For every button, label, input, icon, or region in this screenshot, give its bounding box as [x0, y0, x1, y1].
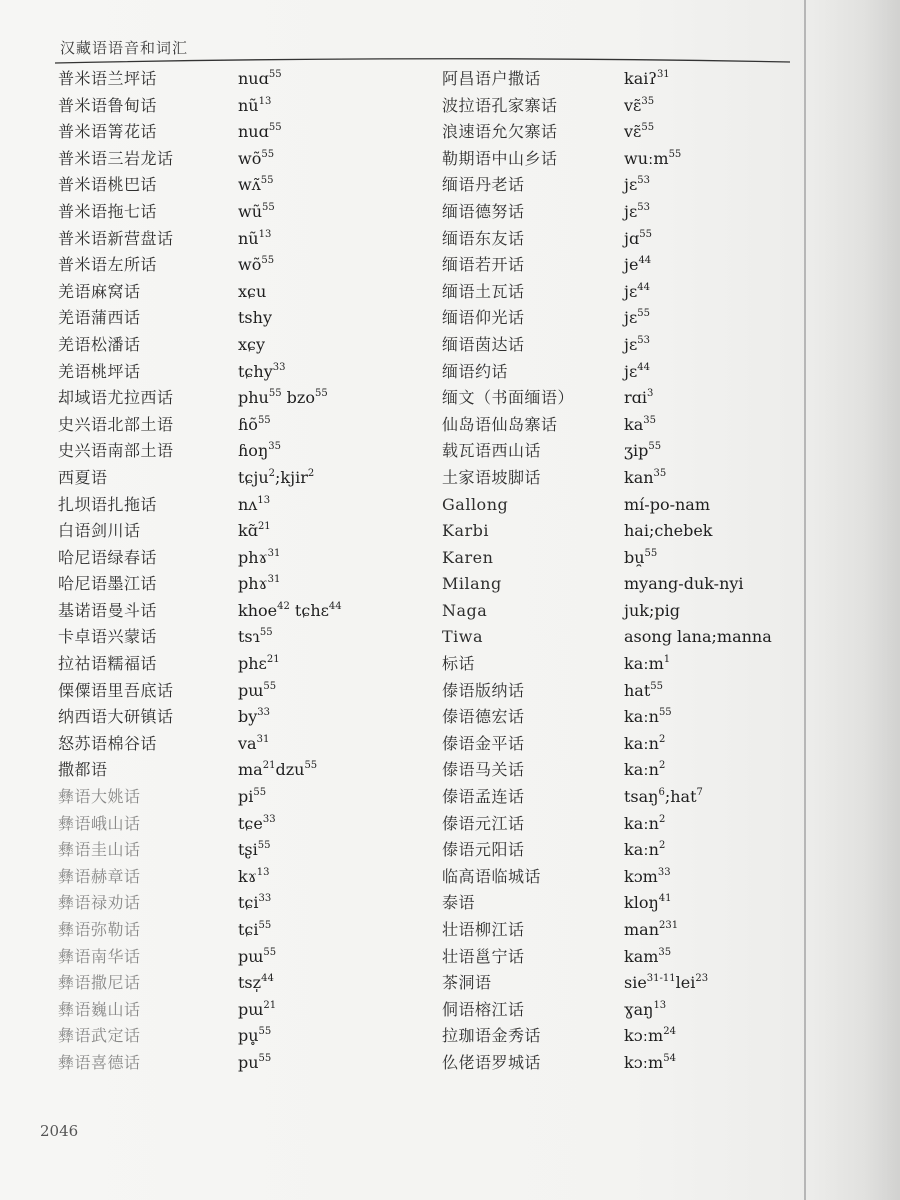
language-name: 仫佬语罗城话	[442, 1052, 542, 1072]
language-name: 缅语若开话	[442, 255, 525, 275]
language-name: 纳西语大研镇话	[58, 707, 174, 727]
language-name: Milang	[442, 574, 502, 594]
language-name: 勒期语中山乡话	[442, 148, 558, 168]
language-name: 载瓦语西山话	[442, 441, 542, 461]
word-form: kɔːm$^{54}$	[624, 1052, 676, 1072]
word-form: xɕu	[238, 281, 267, 301]
word-form: bu̯$^{55}$	[624, 547, 658, 567]
language-name: 临高语临城话	[442, 866, 542, 886]
word-form: kaːn$^{55}$	[624, 707, 672, 727]
language-name: Karbi	[442, 521, 489, 541]
language-name: 却域语尤拉西话	[58, 388, 174, 408]
language-name: 彝语武定话	[58, 1026, 141, 1046]
language-name: 撒都语	[58, 760, 108, 780]
language-name: 基诺语曼斗话	[58, 600, 158, 620]
language-name: 彝语禄劝话	[58, 893, 141, 913]
language-name: 彝语巍山话	[58, 999, 141, 1019]
word-form: asong lana;manna	[624, 627, 772, 647]
word-form: sie$^{31-11}$lei$^{23}$	[624, 973, 709, 993]
word-form: tɕi$^{55}$	[238, 920, 272, 939]
word-form: $pu^{55}$	[238, 1052, 272, 1072]
word-form: ɦoŋ$^{35}$	[238, 441, 281, 461]
language-name: 史兴语北部土语	[58, 414, 174, 434]
language-name: 傣语元阳话	[442, 840, 525, 860]
language-name: 彝语大姚话	[58, 787, 141, 807]
language-name: 缅语丹老话	[442, 175, 525, 195]
language-name: Tiwa	[442, 627, 484, 647]
word-form: $wõ^{55}$	[238, 255, 275, 275]
word-form: kan$^{35}$	[624, 467, 667, 487]
language-name: 彝语南华话	[58, 946, 141, 966]
language-name: 缅语德努话	[442, 201, 525, 221]
word-form: jɛ$^{44}$	[624, 281, 650, 301]
language-name: 怒苏语棉谷话	[58, 733, 158, 753]
word-form: $je^{44}$	[624, 255, 652, 275]
word-form: khoe$^{42}$ tɕhɛ$^{44}$	[238, 600, 342, 620]
word-form: tɕi$^{33}$	[238, 893, 272, 913]
language-name: 傣语元江话	[442, 813, 525, 833]
word-form: kɔm$^{33}$	[624, 866, 671, 886]
language-name: 傣语孟连话	[442, 787, 525, 807]
word-form: jɛ$^{53}$	[624, 175, 650, 195]
word-form: vɛ̃$^{55}$	[624, 122, 655, 142]
word-form: nʌ$^{13}$	[238, 494, 271, 514]
header-rule	[55, 55, 790, 65]
word-form: nuɑ$^{55}$	[238, 69, 282, 88]
word-form: pɯ$^{21}$	[238, 999, 277, 1019]
word-form: ɦõ$^{55}$	[238, 414, 271, 434]
language-name: 彝语弥勒话	[58, 920, 141, 939]
language-name: 壮语邕宁话	[442, 946, 525, 966]
word-form: hai;chebek	[624, 521, 713, 541]
language-name: 史兴语南部土语	[58, 441, 174, 461]
language-name: 傣语马关话	[442, 760, 525, 780]
language-name: 傈僳语里吾底话	[58, 680, 174, 700]
language-name: 泰语	[442, 893, 476, 913]
language-name: 拉祜语糯福话	[58, 654, 158, 674]
language-name: 普米语桃巴话	[58, 175, 158, 195]
word-form: $by^{33}$	[238, 707, 271, 727]
language-name: Karen	[442, 547, 494, 567]
word-form: rɑi$^3$	[624, 388, 654, 408]
word-form: phɛ$^{21}$	[238, 654, 280, 674]
running-head: 汉藏语语音和词汇	[60, 39, 189, 57]
word-form: wuːm$^{55}$	[624, 148, 682, 168]
language-name: Gallong	[442, 494, 509, 514]
language-name: 羌语蒲西话	[58, 308, 141, 328]
language-name: 彝语圭山话	[58, 840, 141, 860]
language-name: 茶洞语	[442, 973, 492, 993]
language-name: 卡卓语兴蒙话	[58, 627, 158, 647]
word-form: jɛ$^{53}$	[624, 201, 650, 221]
word-form: tɕe$^{33}$	[238, 813, 276, 833]
word-form: kɔːm$^{24}$	[624, 1026, 676, 1046]
language-name: 仙岛语仙岛寨话	[442, 414, 558, 434]
word-form: myang-duk-nyi	[624, 574, 744, 594]
word-form: $ma^{21}dzu^{55}$	[238, 760, 318, 780]
language-name: 羌语麻窝话	[58, 281, 141, 301]
word-form: mí-po-nam	[624, 494, 710, 514]
word-form: nuɑ$^{55}$	[238, 122, 282, 142]
word-form: kaːm$^1$	[624, 654, 671, 674]
language-name: 侗语榕江话	[442, 999, 525, 1019]
language-name: 彝语撒尼话	[58, 973, 141, 993]
page-edge-shadow	[810, 0, 900, 1200]
language-name: 波拉语孔家寨话	[442, 95, 558, 115]
page-number: 2046	[40, 1122, 79, 1140]
language-name: 彝语喜德话	[58, 1052, 141, 1072]
word-form: $ka^{35}$	[624, 414, 656, 434]
word-form: pɯ$^{55}$	[238, 946, 277, 966]
word-form: $nũ^{13}$	[238, 228, 272, 248]
word-form: tsɿ$^{55}$	[238, 627, 273, 647]
word-form: hat$^{55}$	[624, 680, 664, 700]
word-form: phu$^{55}$ bzo$^{55}$	[238, 388, 328, 408]
word-form: kɤ$^{13}$	[238, 866, 270, 886]
page-edge-line	[804, 0, 806, 1200]
word-form: xɕy	[238, 334, 266, 354]
word-form: kloŋ$^{41}$	[624, 893, 672, 913]
language-name: 白语剑川话	[58, 521, 141, 541]
word-form: tʂi$^{55}$	[238, 840, 271, 860]
language-name: 标话	[442, 654, 476, 674]
language-name: 普米语左所话	[58, 255, 158, 275]
word-form: $pi^{55}$	[238, 787, 267, 807]
language-name: 羌语松潘话	[58, 334, 141, 354]
word-form: wʌ̃$^{55}$	[238, 175, 274, 195]
word-form: phɤ$^{31}$	[238, 574, 281, 594]
word-form: $va^{31}$	[238, 733, 270, 753]
word-form: kɑ̃$^{21}$	[238, 521, 271, 541]
language-name: 缅语土瓦话	[442, 281, 525, 301]
language-name: 普米语拖七话	[58, 201, 158, 221]
language-name: 缅文（书面缅语）	[442, 388, 575, 408]
word-form: kaːn$^2$	[624, 840, 666, 860]
word-form: tsz̩$^{44}$	[238, 973, 274, 993]
language-name: 傣语德宏话	[442, 707, 525, 727]
language-name: 壮语柳江话	[442, 920, 525, 939]
word-form: kam$^{35}$	[624, 946, 672, 966]
word-form: pɯ$^{55}$	[238, 680, 277, 700]
language-name: 缅语约话	[442, 361, 509, 381]
language-name: 傣语金平话	[442, 733, 525, 753]
word-form: man$^{231}$	[624, 920, 679, 939]
language-name: 普米语箐花话	[58, 122, 158, 142]
word-form: ɣaŋ$^{13}$	[624, 999, 667, 1019]
word-form: ʒip$^{55}$	[624, 441, 662, 461]
language-name: 阿昌语户撒话	[442, 69, 542, 88]
word-form: jɛ$^{55}$	[624, 308, 650, 328]
word-form: tshy	[238, 308, 272, 328]
word-form: $nũ^{13}$	[238, 95, 272, 115]
word-form: kaːn$^2$	[624, 813, 666, 833]
language-name: 缅语仰光话	[442, 308, 525, 328]
language-name: 拉珈语金秀话	[442, 1026, 542, 1046]
language-name: 普米语新营盘话	[58, 228, 174, 248]
word-form: kaiʔ$^{31}$	[624, 69, 670, 88]
word-form: phɤ$^{31}$	[238, 547, 281, 567]
language-name: 羌语桃坪话	[58, 361, 141, 381]
word-form: tsaŋ$^6$;hat$^7$	[624, 787, 703, 807]
language-name: 普米语鲁甸话	[58, 95, 158, 115]
language-name: 普米语兰坪话	[58, 69, 158, 88]
language-name: 浪速语允欠寨话	[442, 122, 558, 142]
language-name: 傣语版纳话	[442, 680, 525, 700]
language-name: 缅语东友话	[442, 228, 525, 248]
language-name: 哈尼语绿春话	[58, 547, 158, 567]
word-form: jɛ$^{44}$	[624, 361, 650, 381]
language-name: Naga	[442, 600, 488, 620]
word-form: $wũ^{55}$	[238, 201, 275, 221]
word-form: jɛ$^{53}$	[624, 334, 650, 354]
word-form: tɕhy$^{33}$	[238, 361, 286, 381]
language-name: 彝语峨山话	[58, 813, 141, 833]
word-form: pu̥$^{55}$	[238, 1026, 272, 1046]
language-name: 西夏语	[58, 467, 108, 487]
word-form: juk;pig	[624, 600, 680, 620]
language-name: 普米语三岩龙话	[58, 148, 174, 168]
language-name: 扎坝语扎拖话	[58, 494, 158, 514]
word-form: kaːn$^2$	[624, 760, 666, 780]
word-form: $wõ^{55}$	[238, 148, 275, 168]
language-name: 哈尼语墨江话	[58, 574, 158, 594]
language-name: 彝语赫章话	[58, 866, 141, 886]
word-form: vɛ̃$^{35}$	[624, 95, 655, 115]
language-name: 缅语茵达话	[442, 334, 525, 354]
language-name: 土家语坡脚话	[442, 467, 542, 487]
word-form: jɑ$^{55}$	[624, 228, 652, 248]
word-form: kaːn$^2$	[624, 733, 666, 753]
word-form: tɕju$^2$;kjir$^2$	[238, 467, 315, 487]
